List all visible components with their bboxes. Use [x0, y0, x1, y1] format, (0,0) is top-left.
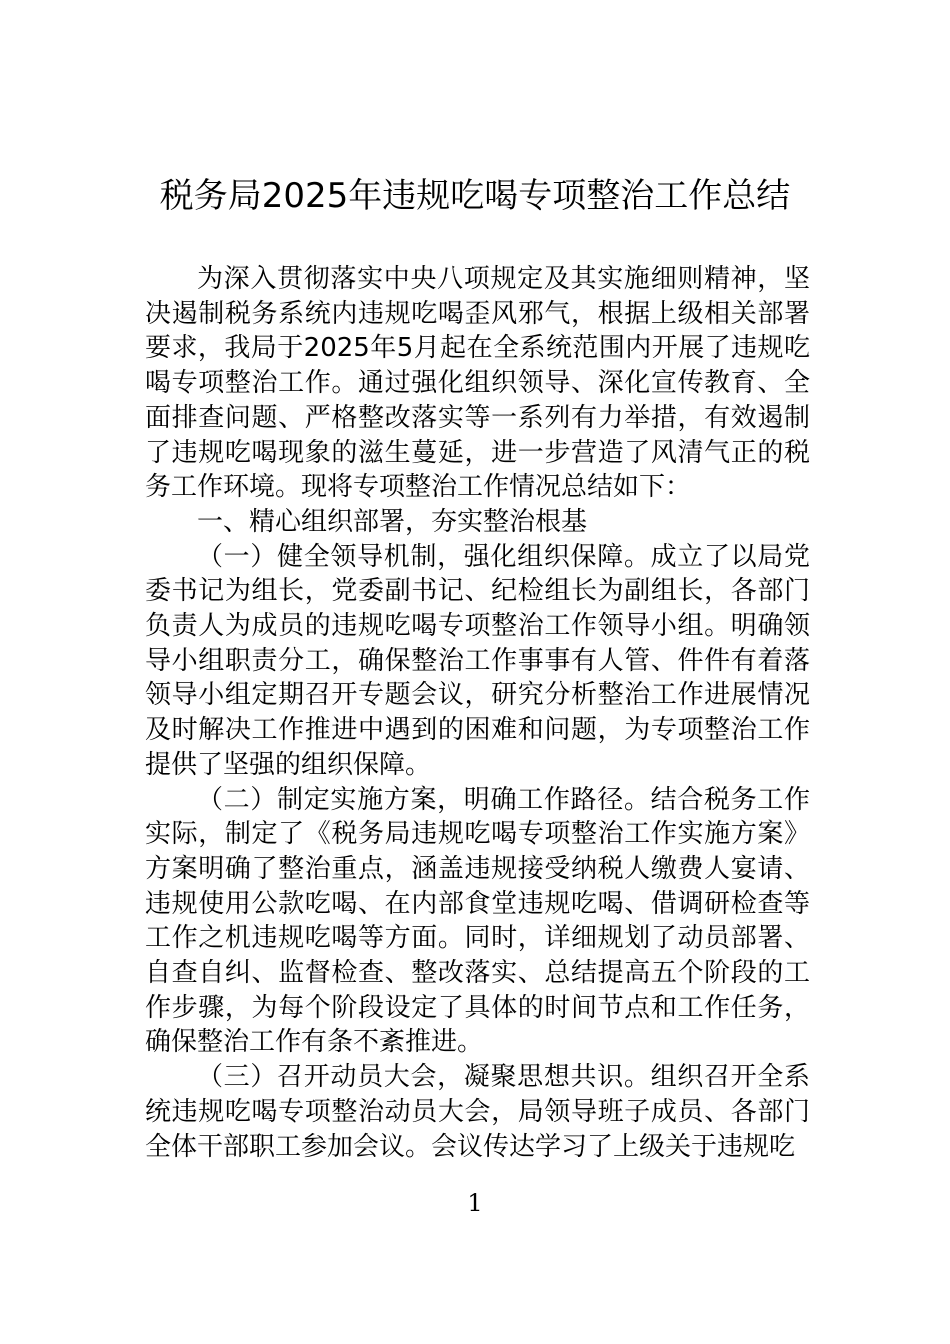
page-number: 1 — [467, 1189, 483, 1217]
section-1-paragraph-2: （二）制定实施方案，明确工作路径。结合税务工作实际，制定了《税务局违规吃喝专项整治工作实施方案》方案明确了整治重点，涵盖违规接受纳税人缴费人宴请、违规使用公款吃喝、在内部食堂违规吃喝、借调研检查等工作之机违规吃喝等方面。同时，详细规划了动员部署、自查自纠、监督检查、整改落实、总结提高五个阶段的工作步骤，为每个阶段设定了具体的时间节点和工作任务，确保整治工作有条不紊推进。 — [145, 784, 810, 1058]
section-1-paragraph-3: （三）召开动员大会，凝聚思想共识。组织召开全系统违规吃喝专项整治动员大会，局领导班子成员、各部门全体干部职工参加会议。会议传达学习了上级关于违规吃 — [145, 1062, 810, 1162]
document-body — [145, 262, 810, 1164]
intro-paragraph: 为深入贯彻落实中央八项规定及其实施细则精神，坚决遏制税务系统内违规吃喝歪风邪气，根据上级相关部署要求，我局于2025年5月起在全系统范围内开展了违规吃喝专项整治工作。通过强化组织领导、深化宣传教育、全面排查问题、严格整改落实等一系列有力举措，有效遏制了违规吃喝现象的滋生蔓延，进一步营造了风清气正的税务工作环境。现将专项整治工作情况总结如下： — [145, 264, 810, 503]
section-1-paragraph-1: （一）健全领导机制，强化组织保障。成立了以局党委书记为组长，党委副书记、纪检组长为副组长，各部门负责人为成员的违规吃喝专项整治工作领导小组。明确领导小组职责分工，确保整治工作事事有人管、件件有着落领导小组定期召开专题会议，研究分析整治工作进展情况及时解决工作推进中遇到的困难和问题，为专项整治工作提供了坚强的组织保障。 — [145, 541, 810, 780]
section-heading-1: 一、精心组织部署，夯实整治根基 — [197, 506, 588, 537]
document-title: 税务局2025年违规吃喝专项整治工作总结 — [159, 176, 791, 216]
